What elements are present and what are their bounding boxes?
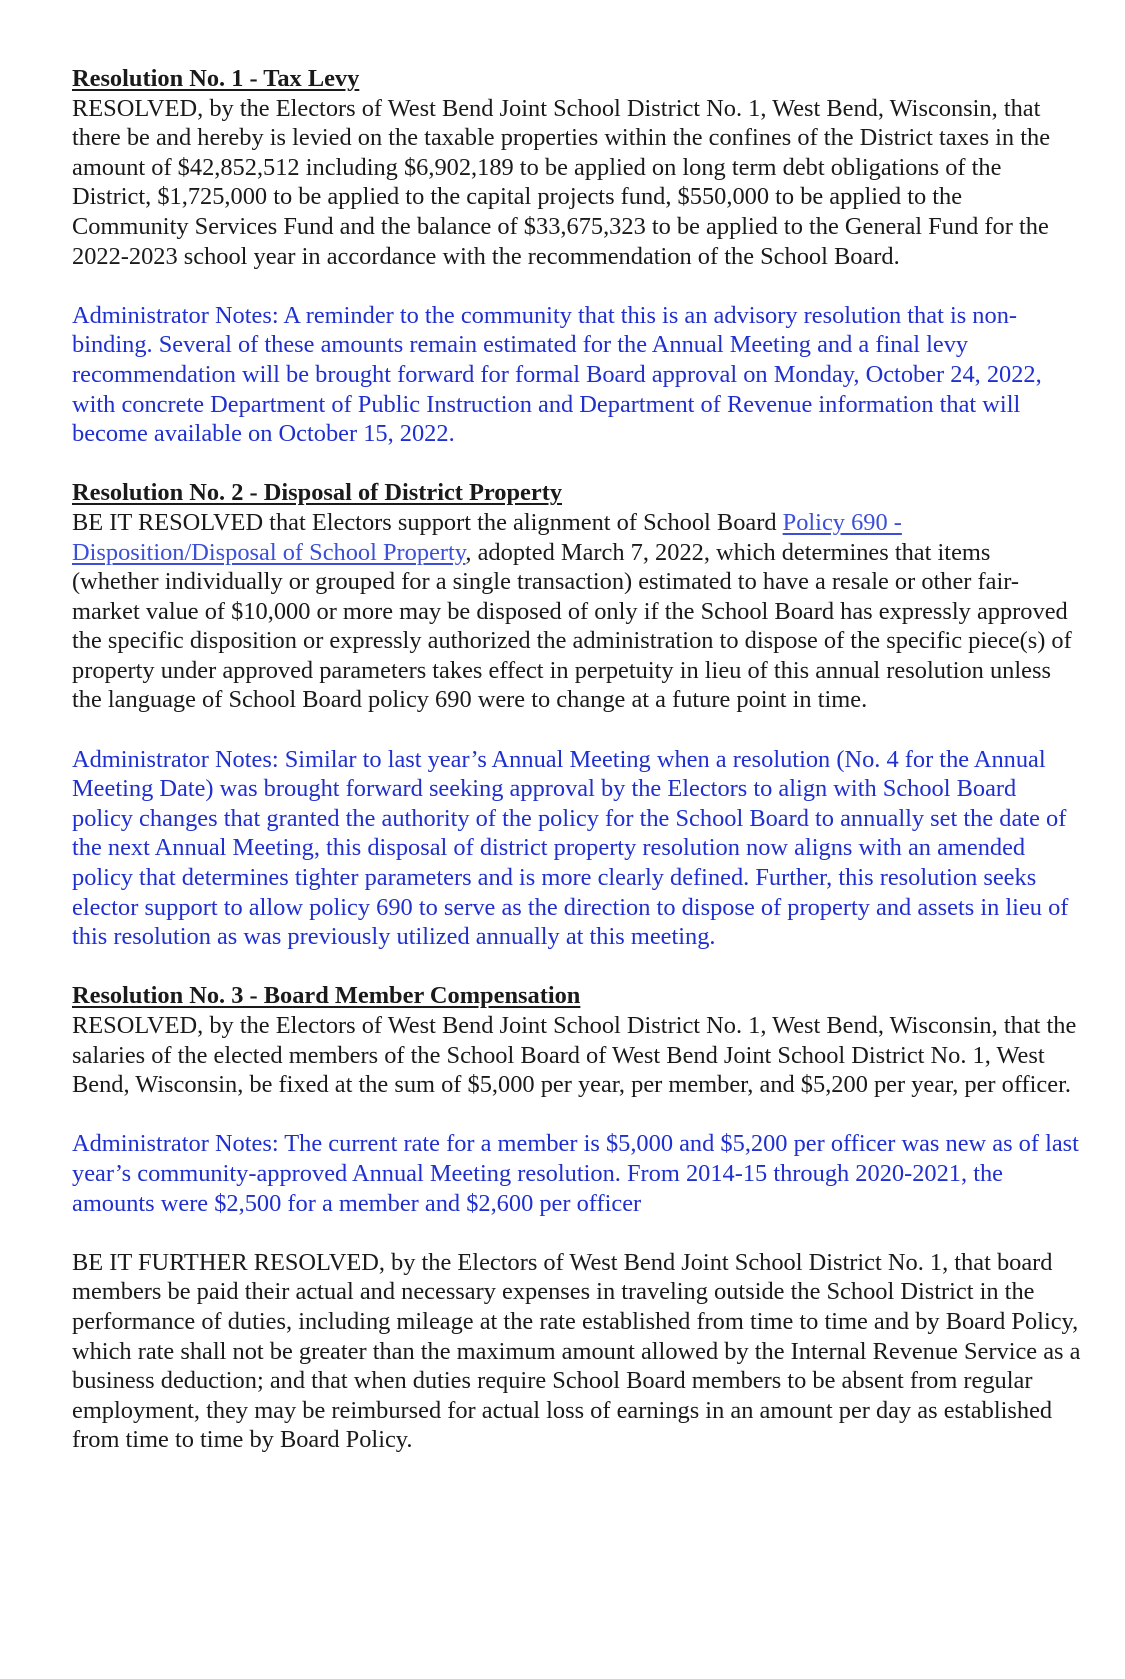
resolution-3-title: Resolution No. 3 - Board Member Compensation <box>72 982 581 1010</box>
resolution-2-body-start: BE IT RESOLVED that Electors support the alignment of School Board <box>72 508 783 536</box>
resolution-3-admin-note: Administrator Notes: The current rate for a member is $5,000 and $5,200 per officer was new as of last year’s community-approved Annual Meeting resolution. From 2014-15 through 2020-2021, the amounts were $2,500 for a member and $2,600 per officer <box>72 1130 1079 1217</box>
resolution-3-further-resolved: BE IT FURTHER RESOLVED, by the Electors of West Bend Joint School District No. 1, that board members be paid their actual and necessary expenses in traveling outside the School District in the performance of duties, including mileage at the rate established from time to time and by Board Policy, which rate shall not be greater than the maximum amount allowed by the Internal Revenue Service as a business deduction; and that when duties require School Board members to be absent from regular employment, they may be reimbursed for actual loss of earnings in an amount per day as established from time to time by Board Policy. <box>72 1248 1081 1454</box>
resolution-3-body: RESOLVED, by the Electors of West Bend Joint School District No. 1, West Bend, Wisconsin, that the salaries of the elected members of the School Board of West Bend Joint School District No. 1, West Bend, Wisconsin, be fixed at the sum of $5,000 per year, per member, and $5,200 per year, per officer. <box>72 1012 1077 1099</box>
spacer <box>72 1100 1082 1130</box>
spacer <box>72 715 1082 745</box>
policy-690-link[interactable]: Policy 690 - Disposition/Disposal of School Property <box>72 508 902 566</box>
spacer <box>72 952 1082 982</box>
spacer <box>72 449 1082 479</box>
spacer <box>72 1218 1082 1248</box>
resolution-2-body <box>72 508 1082 715</box>
resolution-2-title: Resolution No. 2 - Disposal of District Property <box>72 479 563 507</box>
resolution-1-body: RESOLVED, by the Electors of West Bend Joint School District No. 1, West Bend, Wisconsin, that there be and hereby is levied on the taxable properties within the confines of the District taxes in the amount of $42,852,512 including $6,902,189 to be applied on long term debt obligations of the District, $1,725,000 to be applied to the capital projects fund, $550,000 to be applied to the Community Services Fund and the balance of $33,675,323 to be applied to the General Fund for the 2022-2023 school year in accordance with the recommendation of the School Board. <box>72 94 1051 270</box>
resolution-2-admin-note: Administrator Notes: Similar to last year’s Annual Meeting when a resolution (No. 4 for the Annual Meeting Date) was brought forward seeking approval by the Electors to align with School Board policy changes that granted the authority of the policy for the School Board to annually set the date of the next Annual Meeting, this disposal of district property resolution now aligns with an amended policy that determines tighter parameters and is more clearly defined. Further, this resolution seeks elector support to allow policy 690 to serve as the direction to dispose of property and assets in lieu of this resolution as was previously utilized annually at this meeting. <box>72 745 1069 951</box>
resolution-1-title: Resolution No. 1 - Tax Levy <box>72 65 360 92</box>
document-page <box>72 64 1082 1455</box>
spacer <box>72 271 1082 301</box>
resolution-2-body-end: , adopted March 7, 2022, which determines that items (whether individually or grouped for a single transaction) estimated to have a resale or other fair-market value of $10,000 or more may be disposed of only if the School Board has expressly approved the specific disposition or expressly authorized the administration to dispose of the specific piece(s) of property under approved parameters takes effect in perpetuity in lieu of this annual resolution unless the language of School Board policy 690 were to change at a future point in time. <box>72 538 1072 714</box>
resolution-1-admin-note: Administrator Notes: A reminder to the community that this is an advisory resolution that is non-binding. Several of these amounts remain estimated for the Annual Meeting and a final levy recommendation will be brought forward for formal Board approval on Monday, October 24, 2022, with concrete Department of Public Instruction and Department of Revenue information that will become available on October 15, 2022. <box>72 301 1042 448</box>
